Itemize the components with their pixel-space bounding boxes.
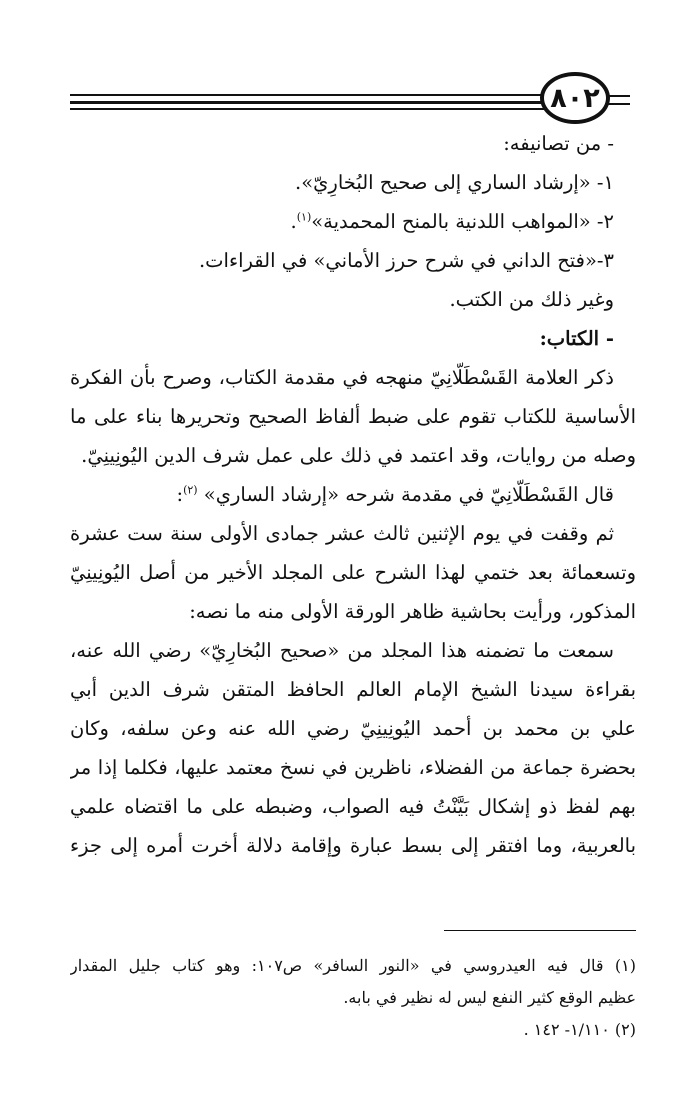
footnote-marker: (٢) (183, 483, 198, 497)
footnote-separator (444, 930, 636, 931)
footnote-line-text: (٢) ١/١١٠- ١٤٢ . (523, 1020, 636, 1039)
body-line-text: المذكور، ورأيت بحاشية ظاهر الورقة الأولى منه ما نصه: (189, 600, 636, 623)
body-line (70, 748, 636, 787)
body-line-text: بقراءة سيدنا الشيخ الإمام العالم الحافظ المتقن شرف الدين أبي (70, 678, 636, 701)
body-line (70, 826, 636, 865)
body-line (70, 397, 636, 436)
body-line (70, 787, 636, 826)
page-number: ٨٠٢ (540, 72, 610, 124)
footnotes (70, 950, 636, 1046)
body-line-text: وتسعمائة بعد ختمي لهذا الشرح على المجلد الأخير من أصل اليُونِينِيّ (70, 561, 636, 584)
body-text (70, 124, 636, 865)
body-line-text: بحضرة جماعة من الفضلاء، ناظرين في نسخ معتمد عليها، فكلما إذا مر (70, 756, 636, 779)
header-rule (70, 94, 546, 96)
body-line-text: ذكر العلامة القَسْطَلّانِيّ منهجه في مقدمة الكتاب، وصرح بأن الفكرة (70, 366, 614, 389)
body-line (70, 592, 636, 631)
body-line (70, 670, 636, 709)
body-line (70, 553, 636, 592)
body-line (70, 280, 636, 319)
body-line (70, 241, 636, 280)
footnote-line (70, 982, 636, 1014)
body-line-text: وغير ذلك من الكتب. (449, 288, 614, 311)
body-line (70, 436, 636, 475)
header-rule (70, 101, 546, 104)
footnote-line (70, 950, 636, 982)
body-line-tail: . (290, 210, 297, 233)
body-line-text: بالعربية، وما افتقر إلى بسط عبارة وإقامة دلالة أخرت أمره إلى جزء (70, 834, 636, 857)
body-line-text: ثم وقفت في يوم الإثنين ثالث عشر جمادى الأولى سنة ست عشرة (70, 522, 614, 545)
body-line (70, 319, 636, 358)
body-line-text: - الكتاب: (539, 327, 614, 350)
body-line (70, 475, 636, 514)
body-line (70, 631, 636, 670)
footnote-line (70, 1014, 636, 1046)
body-line-text: سمعت ما تضمنه هذا المجلد من «صحيح البُخارِيّ» رضي الله عنه، (70, 639, 614, 662)
body-line (70, 124, 636, 163)
body-line-text: الأساسية للكتاب تقوم على ضبط ألفاظ الصحيح وتحريرها بناء على ما (70, 405, 636, 428)
footnote-line-text: عظيم الوقع كثير النفع ليس له نظير في بابه. (343, 988, 636, 1007)
footnote-marker: (١) (296, 210, 312, 224)
body-line-text: بهم لفظ ذو إشكال بَيَّنْتُ فيه الصواب، وضبطه على ما اقتضاه علمي (70, 795, 636, 818)
body-line (70, 163, 636, 202)
body-line (70, 202, 636, 241)
body-line-text: وصله من روايات، وقد اعتمد في ذلك على عمل شرف الدين اليُونِينِيّ. (81, 444, 636, 467)
body-line (70, 358, 636, 397)
body-line (70, 709, 636, 748)
body-line-text: علي بن محمد بن أحمد اليُونِينِيّ رضي الله عنه وعن سلفه، وكان (70, 717, 636, 740)
header-rule (70, 108, 546, 110)
body-line-text: ١- «إرشاد الساري إلى صحيح البُخارِيّ». (295, 171, 614, 194)
body-line-text: ٢- «المواهب اللدنية بالمنح المحمدية» (311, 210, 614, 233)
body-line-text: - من تصانيفه: (503, 132, 614, 155)
footnote-line-text: (١) قال فيه العيدروسي في «النور السافر» ص١٠٧: وهو كتاب جليل المقدار (70, 956, 636, 975)
body-line-tail: : (176, 483, 184, 506)
body-line-text: قال القَسْطَلّانِيّ في مقدمة شرحه «إرشاد الساري» (197, 483, 614, 506)
body-line-text: ٣-«فتح الداني في شرح حرز الأماني» في القراءات. (198, 249, 614, 272)
body-line (70, 514, 636, 553)
